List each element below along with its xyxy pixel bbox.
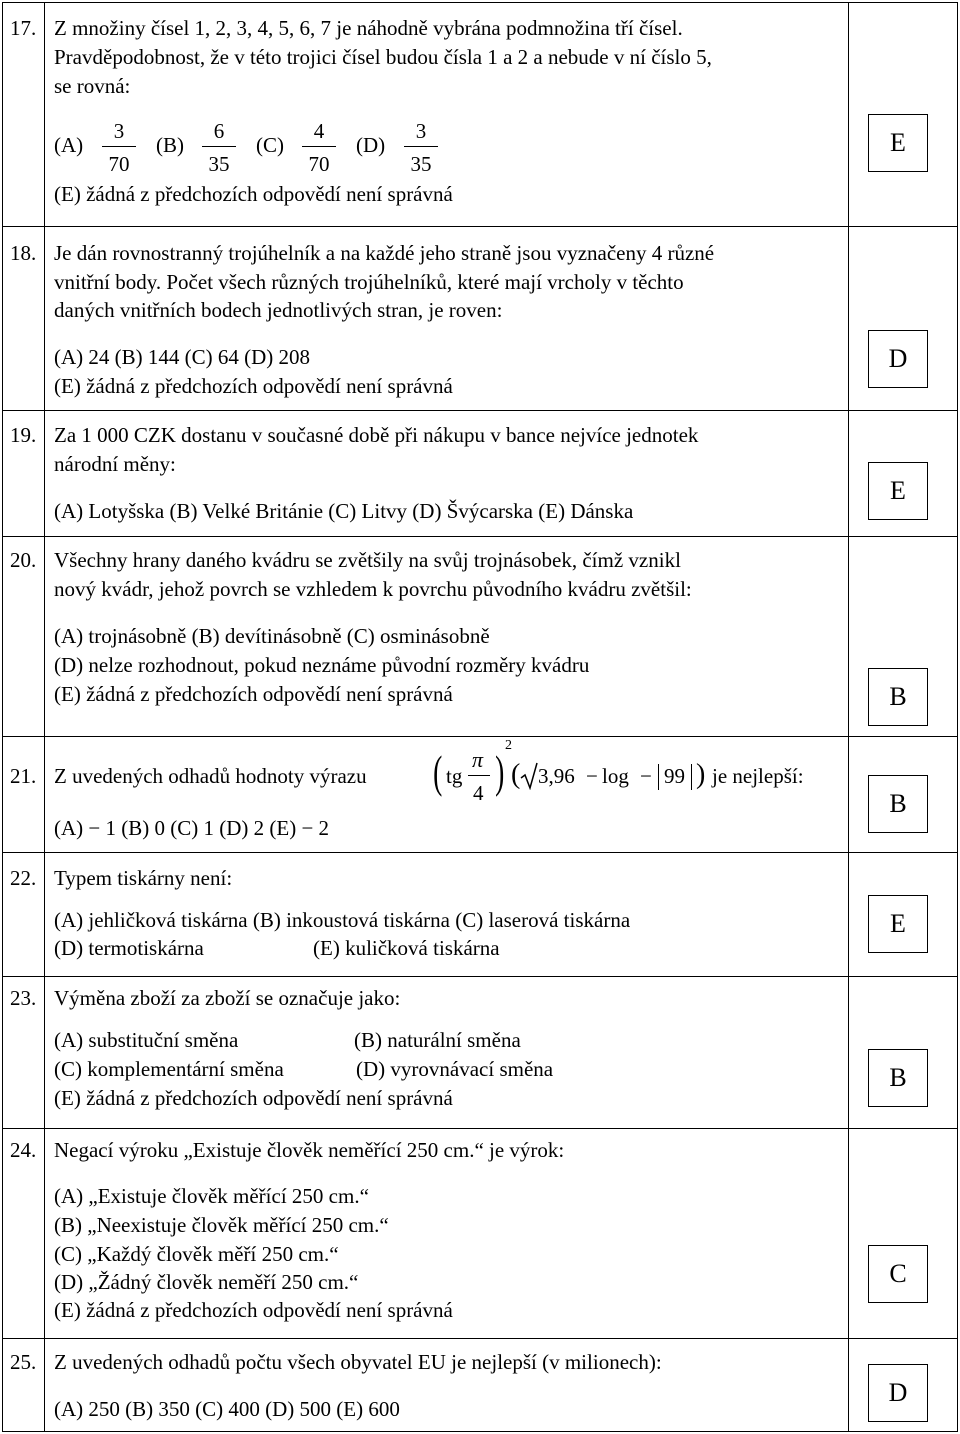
option-e: (E) žádná z předchozích odpovědí není správná xyxy=(54,1086,453,1110)
answer-box: B xyxy=(868,775,928,833)
option-b-denominator: 35 xyxy=(208,152,230,176)
question-text: Typem tiskárny není: xyxy=(54,866,233,890)
option-d: (D) termotiskárna xyxy=(54,936,204,960)
sqrt-sign xyxy=(520,762,538,790)
question-number: 24. xyxy=(10,1138,37,1162)
question-text: se rovná: xyxy=(54,74,131,98)
options: (A) − 1 (B) 0 (C) 1 (D) 2 (E) − 2 xyxy=(54,816,330,840)
question-number: 17. xyxy=(10,16,37,40)
question-number: 19. xyxy=(10,423,37,447)
fraction-bar xyxy=(202,146,236,147)
fraction-bar xyxy=(404,146,438,147)
option-c-denominator: 70 xyxy=(308,152,330,176)
option-d: (D) vyrovnávací směna xyxy=(356,1057,554,1081)
option-b: (B) „Neexistuje člověk měřící 250 cm.“ xyxy=(54,1213,389,1237)
answer-box: B xyxy=(868,1049,928,1107)
question-text: Za 1 000 CZK dostanu v současné době při nákupu v bance nejvíce jednotek xyxy=(54,423,699,447)
option-a: (A) substituční směna xyxy=(54,1028,239,1052)
answer-box: D xyxy=(868,330,928,388)
answer-box: B xyxy=(868,668,928,726)
option-d-denominator: 35 xyxy=(410,152,432,176)
option-e: (E) žádná z předchozích odpovědí není správná xyxy=(54,682,453,706)
options: (A) 250 (B) 350 (C) 400 (D) 500 (E) 600 xyxy=(54,1397,400,1421)
row-divider xyxy=(2,736,958,737)
value-text: 3,96 xyxy=(538,764,575,788)
question-text: vnitřní body. Počet všech různých trojúhelníků, které mají vrcholy v těchto xyxy=(54,270,684,294)
close-paren-2: ) xyxy=(696,759,706,790)
question-number: 18. xyxy=(10,241,37,265)
question-text: nový kvádr, jehož povrch se vzhledem k povrchu původního kvádru zvětšil: xyxy=(54,577,692,601)
answer-box: E xyxy=(868,114,928,172)
question-number: 21. xyxy=(10,764,37,788)
question-text: Z množiny čísel 1, 2, 3, 4, 5, 6, 7 je náhodně vybrána podmnožina tří čísel. xyxy=(54,16,683,40)
option-d: (D) nelze rozhodnout, pokud neznáme původní rozměry kvádru xyxy=(54,653,590,677)
option-e: (E) žádná z předchozích odpovědí není správná xyxy=(54,182,453,206)
options: (A) trojnásobně (B) devítinásobně (C) osminásobně xyxy=(54,624,490,648)
option-b: (B) naturální směna xyxy=(354,1028,521,1052)
fraction-bar xyxy=(102,146,136,147)
option-a-label: (A) xyxy=(54,133,84,157)
option-e: (E) žádná z předchozích odpovědí není správná xyxy=(54,1298,453,1322)
fraction-bar xyxy=(302,146,336,147)
answer-column-divider xyxy=(848,2,849,1432)
option-e: (E) kuličková tiskárna xyxy=(313,936,500,960)
row-divider xyxy=(2,976,958,977)
question-text: Pravděpodobnost, že v této trojici čísel budou čísla 1 a 2 a nebude v ní číslo 5, xyxy=(54,45,712,69)
question-text: Negací výroku „Existuje člověk neměřící 250 cm.“ je výrok: xyxy=(54,1138,565,1162)
abs-bar-left xyxy=(658,764,659,790)
option-c: (C) komplementární směna xyxy=(54,1057,284,1081)
log-text: log xyxy=(602,764,629,788)
options: (A) Lotyšska (B) Velké Británie (C) Litvy (D) Švýcarska (E) Dánska xyxy=(54,499,634,523)
row-divider xyxy=(2,410,958,411)
option-b-label: (B) xyxy=(156,133,184,157)
question-text: Je dán rovnostranný trojúhelník a na každé jeho straně jsou vyznačeny 4 různé xyxy=(54,241,715,265)
question-number: 23. xyxy=(10,986,37,1010)
option-a-numerator: 3 xyxy=(113,119,125,143)
options: (A) 24 (B) 144 (C) 64 (D) 208 xyxy=(54,345,311,369)
question-number: 20. xyxy=(10,548,37,572)
question-text: národní měny: xyxy=(54,452,176,476)
option-d: (D) „Žádný člověk neměří 250 cm.“ xyxy=(54,1270,359,1294)
question-tail: je nejlepší: xyxy=(712,764,804,788)
question-text: daných vnitřních bodech jednotlivých stran, je roven: xyxy=(54,298,503,322)
fraction-bar xyxy=(468,775,490,776)
row-divider xyxy=(2,1338,958,1339)
minus-sign: − xyxy=(586,764,598,788)
option-d-label: (D) xyxy=(356,133,386,157)
answer-box: D xyxy=(868,1364,928,1422)
exponent: 2 xyxy=(505,738,512,753)
answer-box: E xyxy=(868,462,928,520)
question-text: Z uvedených odhadů počtu všech obyvatel EU je nejlepší (v milionech): xyxy=(54,1350,662,1374)
question-number: 22. xyxy=(10,866,37,890)
question-number: 25. xyxy=(10,1350,37,1374)
tg-text: tg xyxy=(446,764,463,788)
option-c-numerator: 4 xyxy=(313,119,325,143)
minus-sign: − xyxy=(640,764,652,788)
option-d-numerator: 3 xyxy=(415,119,427,143)
open-paren: ( xyxy=(433,746,443,797)
row-divider xyxy=(2,1128,958,1129)
answer-box: C xyxy=(868,1245,928,1303)
option-c-label: (C) xyxy=(256,133,284,157)
pi-symbol: π xyxy=(472,747,484,772)
open-paren-2: ( xyxy=(511,759,521,790)
ninety-nine-text: 99 xyxy=(664,764,685,788)
question-text: Z uvedených odhadů hodnoty výrazu xyxy=(54,764,367,788)
answer-box: E xyxy=(868,895,928,953)
close-paren: ) xyxy=(495,746,505,797)
options: (A) jehličková tiskárna (B) inkoustová tiskárna (C) laserová tiskárna xyxy=(54,908,631,932)
option-e: (E) žádná z předchozích odpovědí není správná xyxy=(54,374,453,398)
number-column-divider xyxy=(44,2,45,1432)
row-divider xyxy=(2,852,958,853)
option-a: (A) „Existuje člověk měřící 250 cm.“ xyxy=(54,1184,369,1208)
question-text: Výměna zboží za zboží se označuje jako: xyxy=(54,986,401,1010)
row-divider xyxy=(2,226,958,227)
row-divider xyxy=(2,536,958,537)
four-text: 4 xyxy=(473,781,484,805)
option-b-numerator: 6 xyxy=(213,119,225,143)
question-text: Všechny hrany daného kvádru se zvětšily na svůj trojnásobek, čímž vznikl xyxy=(54,548,681,572)
option-c: (C) „Každý člověk měří 250 cm.“ xyxy=(54,1242,339,1266)
abs-bar-right xyxy=(691,764,692,790)
option-a-denominator: 70 xyxy=(108,152,130,176)
